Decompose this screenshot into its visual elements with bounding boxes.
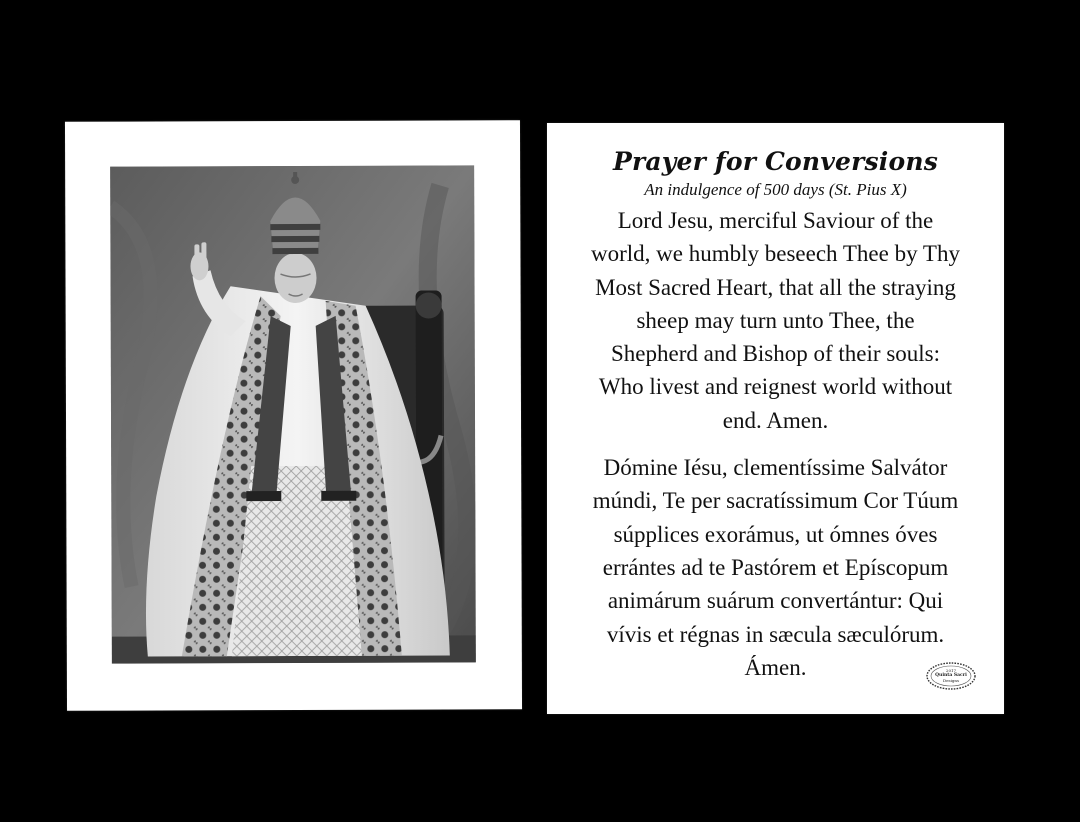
latin-line: Ámen. xyxy=(744,654,807,680)
english-line: Shepherd and Bishop of their souls: xyxy=(611,341,940,367)
portrait-illustration xyxy=(110,165,476,663)
prayer-body xyxy=(547,145,1004,684)
english-line: sheep may turn unto Thee, the xyxy=(636,307,915,333)
english-line: end. Amen. xyxy=(722,407,829,433)
english-line: world, we humbly beseech Thee by Thy xyxy=(591,241,960,267)
portrait-card xyxy=(65,120,522,711)
seal-line-designs: Designs xyxy=(942,678,960,683)
seal-line-year: 2017 xyxy=(945,668,957,673)
latin-line: vívis et régnas in sæcula sæculórum. xyxy=(606,621,945,647)
latin-line: animárum suárum convertántur: Qui xyxy=(607,588,944,614)
publisher-seal xyxy=(925,661,977,691)
prayer-card xyxy=(547,123,1004,714)
english-line: Lord Jesu, merciful Saviour of the xyxy=(617,208,934,233)
portrait-photo xyxy=(110,165,476,663)
latin-line: múndi, Te per sacratíssimum Cor Túum xyxy=(592,488,959,514)
latin-line: Dómine Iésu, clementíssime Salvátor xyxy=(603,455,948,481)
prayer-title: Prayer for Conversions xyxy=(612,147,939,176)
latin-line: errántes ad te Pastórem et Epíscopum xyxy=(602,554,949,580)
latin-line: súpplices exorámus, ut ómnes óves xyxy=(613,521,938,547)
latin-prayer xyxy=(566,451,986,684)
seal-line-name: Quinta Sacri xyxy=(935,673,967,678)
prayer-subtitle: An indulgence of 500 days (St. Pius X) xyxy=(644,180,907,199)
english-line: Most Sacred Heart, that all the straying xyxy=(595,274,956,300)
english-prayer xyxy=(566,204,986,437)
english-line: Who livest and reignest world without xyxy=(598,374,953,400)
